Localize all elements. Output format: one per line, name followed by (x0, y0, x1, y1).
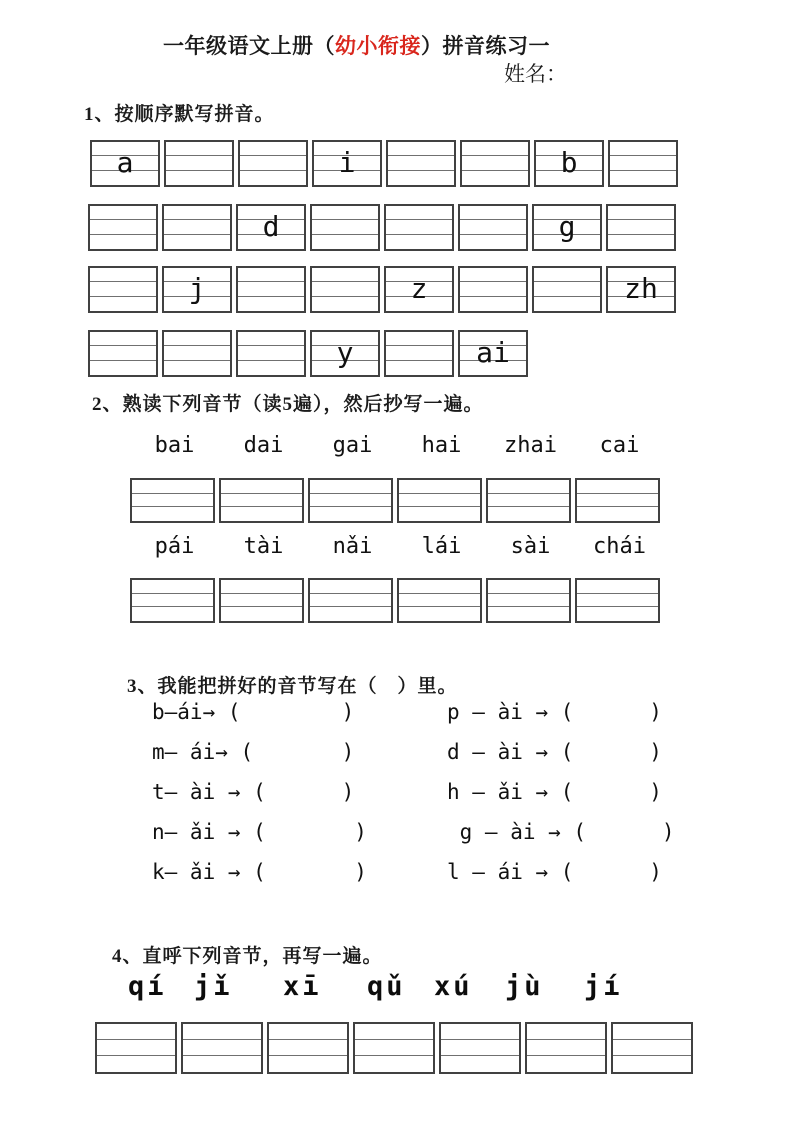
syllable-row (130, 433, 664, 458)
syllable-bold-label: xī (283, 971, 322, 1002)
section3-heading: 3、我能把拼好的音节写在（ ）里。 (127, 676, 458, 697)
pinyin-grid-cell (219, 578, 304, 623)
grid-line (312, 296, 378, 297)
grid-line (386, 360, 452, 361)
pinyin-grid-cell (611, 1022, 693, 1074)
grid-line (312, 219, 378, 220)
grid-line (310, 593, 391, 594)
grid-line (577, 506, 658, 507)
pinyin-grid-cell (164, 140, 234, 187)
pinyin-grid-cell (525, 1022, 607, 1074)
syllable-label: lái (421, 534, 462, 559)
grid-line (610, 170, 676, 171)
pinyin-grid-cell (608, 140, 678, 187)
pinyin-grid-cell (606, 204, 676, 251)
pinyin-grid-cell (486, 478, 571, 523)
grid-line (97, 1039, 175, 1040)
write-grid-row (95, 1022, 693, 1074)
pinyin-grid-row (90, 140, 678, 187)
pinyin-grid-cell (236, 204, 306, 251)
grid-line (386, 345, 452, 346)
grid-line (166, 155, 232, 156)
copy-grid-row (130, 578, 660, 623)
grid-line (90, 219, 156, 220)
grid-line (312, 281, 378, 282)
blend-item: m— ái→ ( ) (152, 740, 355, 764)
grid-line (132, 506, 213, 507)
grid-letter: z (410, 272, 428, 305)
grid-line (399, 506, 480, 507)
pinyin-grid-cell (236, 266, 306, 313)
pinyin-grid-cell (532, 266, 602, 313)
grid-line (240, 170, 306, 171)
grid-line (613, 1039, 691, 1040)
syllable-bold-label: jǐ (194, 971, 233, 1002)
pinyin-grid-cell (384, 330, 454, 377)
grid-line (610, 155, 676, 156)
pinyin-grid-cell (130, 478, 215, 523)
pinyin-grid-cell (397, 578, 482, 623)
pinyin-grid-cell (384, 204, 454, 251)
syllable-bold-label: xú (434, 971, 473, 1002)
grid-line (534, 281, 600, 282)
pinyin-grid-cell (162, 330, 232, 377)
grid-line (462, 155, 528, 156)
grid-line (386, 234, 452, 235)
syllable-label: bai (154, 433, 195, 458)
pinyin-grid-row (88, 330, 528, 377)
grid-line (221, 593, 302, 594)
grid-line (97, 1055, 175, 1056)
grid-line (238, 360, 304, 361)
grid-line (238, 345, 304, 346)
grid-line (441, 1055, 519, 1056)
syllable-bold-label: jù (505, 971, 544, 1002)
grid-line (460, 219, 526, 220)
pinyin-grid-row (88, 204, 676, 251)
pinyin-grid-cell (88, 266, 158, 313)
pinyin-grid-cell (267, 1022, 349, 1074)
section1-heading: 1、按顺序默写拼音。 (84, 104, 275, 125)
grid-line (399, 493, 480, 494)
grid-line (310, 606, 391, 607)
pinyin-grid-cell (458, 266, 528, 313)
grid-line (441, 1039, 519, 1040)
syllable-label: dai (243, 433, 284, 458)
grid-line (310, 493, 391, 494)
pinyin-grid-cell (90, 140, 160, 187)
grid-line (488, 593, 569, 594)
title-highlight: 幼小衔接 (335, 35, 421, 58)
grid-letter: a (116, 146, 134, 179)
syllable-bold-label: jí (584, 971, 623, 1002)
grid-line (132, 606, 213, 607)
pinyin-grid-cell (88, 204, 158, 251)
grid-line (388, 170, 454, 171)
blend-item: t— ài → ( ) (152, 780, 355, 804)
grid-line (399, 606, 480, 607)
grid-line (488, 606, 569, 607)
pinyin-grid-cell (181, 1022, 263, 1074)
grid-line (355, 1039, 433, 1040)
pinyin-grid-cell (353, 1022, 435, 1074)
grid-letter: zh (624, 272, 658, 305)
pinyin-grid-cell (460, 140, 530, 187)
grid-line (90, 345, 156, 346)
grid-line (388, 155, 454, 156)
grid-line (613, 1055, 691, 1056)
blend-item: d — ài → ( ) (447, 740, 662, 764)
blend-column (447, 692, 675, 892)
pinyin-grid-cell (88, 330, 158, 377)
blend-item: l — ái → ( ) (447, 860, 662, 884)
grid-line (462, 170, 528, 171)
pinyin-grid-cell (575, 478, 660, 523)
grid-line (164, 234, 230, 235)
pinyin-grid-cell (130, 578, 215, 623)
grid-letter: i (338, 146, 356, 179)
grid-line (386, 219, 452, 220)
blend-item: n— ǎi → ( ) (152, 820, 367, 844)
grid-line (164, 345, 230, 346)
grid-line (355, 1055, 433, 1056)
grid-letter: b (560, 146, 578, 179)
blend-item: k— ǎi → ( ) (152, 860, 367, 884)
pinyin-grid-cell (397, 478, 482, 523)
grid-line (399, 593, 480, 594)
pinyin-grid-cell (458, 204, 528, 251)
pinyin-grid-cell (486, 578, 571, 623)
grid-line (527, 1055, 605, 1056)
syllable-label: tài (243, 534, 284, 559)
grid-line (527, 1039, 605, 1040)
grid-line (90, 296, 156, 297)
title-prefix: 一年级语文上册（ (163, 35, 335, 58)
blend-item: b—ái→ ( ) (152, 700, 355, 724)
grid-line (90, 281, 156, 282)
pinyin-grid-row (88, 266, 676, 313)
pinyin-grid-cell (606, 266, 676, 313)
pinyin-grid-cell (238, 140, 308, 187)
pinyin-grid-cell (236, 330, 306, 377)
grid-line (488, 506, 569, 507)
pinyin-grid-cell (308, 478, 393, 523)
grid-letter: j (188, 272, 206, 305)
grid-line (240, 155, 306, 156)
grid-line (269, 1055, 347, 1056)
pinyin-grid-cell (312, 140, 382, 187)
syllable-label: chái (593, 534, 646, 559)
pinyin-grid-cell (310, 204, 380, 251)
grid-line (608, 234, 674, 235)
pinyin-grid-cell (162, 204, 232, 251)
blend-item: h — ǎi → ( ) (447, 780, 662, 804)
pinyin-grid-cell (532, 204, 602, 251)
pinyin-grid-cell (310, 330, 380, 377)
grid-line (90, 360, 156, 361)
title-suffix: ）拼音练习一 (421, 35, 550, 58)
syllable-bold-label: qǔ (367, 971, 406, 1002)
syllable-label: hai (421, 433, 462, 458)
grid-line (577, 593, 658, 594)
syllable-label: cai (599, 433, 640, 458)
syllable-bold-label: qí (128, 971, 167, 1002)
pinyin-grid-cell (384, 266, 454, 313)
blend-item: p — ài → ( ) (447, 700, 662, 724)
grid-line (460, 234, 526, 235)
pinyin-grid-cell (95, 1022, 177, 1074)
pinyin-grid-cell (575, 578, 660, 623)
grid-letter: d (262, 210, 280, 243)
grid-line (238, 281, 304, 282)
copy-grid-row (130, 478, 660, 523)
grid-line (577, 606, 658, 607)
pinyin-grid-cell (439, 1022, 521, 1074)
grid-line (312, 234, 378, 235)
pinyin-grid-cell (310, 266, 380, 313)
section4-heading: 4、直呼下列音节，再写一遍。 (112, 946, 383, 967)
grid-line (221, 493, 302, 494)
student-name-label: 姓名： (504, 62, 567, 86)
blend-column (152, 692, 367, 892)
grid-line (164, 360, 230, 361)
grid-line (183, 1039, 261, 1040)
grid-letter: ai (476, 336, 510, 369)
grid-line (534, 296, 600, 297)
grid-line (221, 606, 302, 607)
grid-line (166, 170, 232, 171)
page-title (163, 30, 550, 60)
syllable-label: nǎi (332, 534, 373, 559)
blend-item: g — ài → ( ) (447, 820, 675, 844)
grid-line (164, 219, 230, 220)
grid-line (608, 219, 674, 220)
grid-line (132, 593, 213, 594)
section2-heading: 2、熟读下列音节（读5遍），然后抄写一遍。 (92, 394, 484, 415)
grid-line (488, 493, 569, 494)
grid-line (238, 296, 304, 297)
syllable-label: zhai (504, 433, 557, 458)
syllable-label: sài (510, 534, 551, 559)
grid-line (460, 296, 526, 297)
syllable-label: gai (332, 433, 373, 458)
grid-letter: g (558, 210, 576, 243)
pinyin-grid-cell (386, 140, 456, 187)
pinyin-grid-cell (162, 266, 232, 313)
grid-line (221, 506, 302, 507)
grid-letter: y (336, 336, 354, 369)
grid-line (183, 1055, 261, 1056)
pinyin-grid-cell (308, 578, 393, 623)
grid-line (269, 1039, 347, 1040)
grid-line (460, 281, 526, 282)
syllable-row (130, 534, 664, 559)
grid-line (90, 234, 156, 235)
syllable-label: pái (154, 534, 195, 559)
grid-line (132, 493, 213, 494)
grid-line (310, 506, 391, 507)
pinyin-grid-cell (219, 478, 304, 523)
pinyin-grid-cell (458, 330, 528, 377)
pinyin-grid-cell (534, 140, 604, 187)
grid-line (577, 493, 658, 494)
